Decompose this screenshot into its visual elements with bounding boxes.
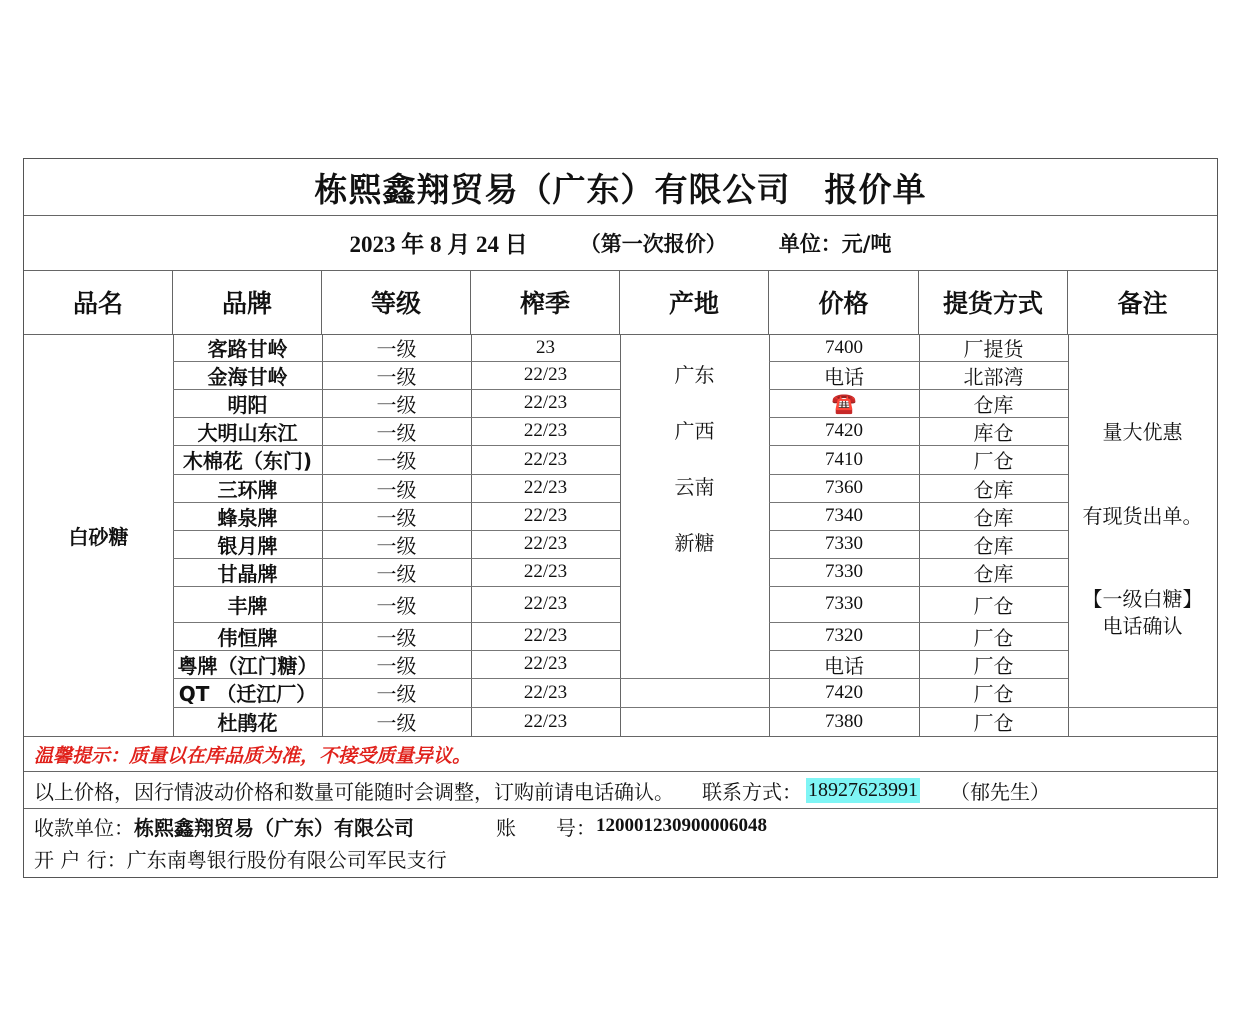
brand-cell: 大明山东江 — [197, 420, 298, 445]
row-divider — [173, 530, 620, 531]
row-divider — [173, 650, 620, 651]
row-divider — [769, 622, 1068, 623]
remark-line: 有现货出单。 — [1082, 504, 1203, 528]
row-divider — [173, 586, 620, 587]
quote-date: 2023 年 8 月 24 日 — [349, 232, 528, 257]
bank-label: 开 户 行： — [34, 847, 127, 872]
grade-cell: 一级 — [376, 505, 417, 530]
price-cell: 7340 — [825, 505, 863, 526]
brand-cell: 蜂泉牌 — [217, 505, 278, 530]
account-number: 120001230900006048 — [596, 815, 767, 836]
price-cell: 7360 — [825, 477, 863, 498]
row-divider — [769, 586, 1068, 587]
col-header-remark: 备注 — [1117, 289, 1168, 318]
season-cell: 22/23 — [523, 681, 568, 703]
remark-line: 【一级白糖】 — [1082, 587, 1203, 611]
pickup-cell: 仓库 — [973, 533, 1014, 558]
price-cell: 电话 — [824, 364, 864, 389]
col-header-origin: 产地 — [620, 270, 769, 334]
row-divider — [769, 417, 1068, 418]
brand-cell: 粤牌（江门糖） — [177, 653, 318, 678]
pickup-cell: 厂仓 — [973, 682, 1014, 706]
price-cell: 7380 — [825, 710, 863, 732]
remark-cell — [1068, 334, 1217, 708]
brand-cell: 银月牌 — [217, 533, 278, 558]
grade-cell: 一级 — [376, 653, 417, 678]
price-cell: 7400 — [825, 336, 863, 358]
col-header-brand: 品牌 — [173, 270, 322, 334]
notice-text: 以上价格，因行情波动价格和数量可能随时会调整，订购前请电话确认。 — [34, 779, 674, 804]
brand-cell: 杜鹃花 — [217, 711, 278, 735]
price-cell: 7410 — [825, 448, 863, 470]
row-divider — [173, 502, 620, 503]
row-divider — [173, 445, 620, 446]
page-title: 栋熙鑫翔贸易（广东）有限公司 报价单 — [24, 159, 1217, 216]
price-cell: 7330 — [825, 533, 863, 554]
price-cell: 7420 — [825, 420, 863, 441]
grade-cell: 一级 — [376, 561, 417, 586]
season-cell: 22/23 — [523, 593, 568, 614]
col-header-season: 榨季 — [471, 270, 620, 334]
season-cell: 22/23 — [523, 561, 568, 582]
payee-name: 栋熙鑫翔贸易（广东）有限公司 — [134, 815, 414, 840]
row-divider — [173, 417, 620, 418]
contact-name: （郁先生） — [950, 779, 1050, 804]
remark-divider — [1068, 707, 1217, 708]
pickup-cell: 仓库 — [973, 477, 1014, 502]
row-divider — [173, 361, 620, 362]
pickup-cell: 仓库 — [973, 561, 1014, 586]
season-cell: 22/23 — [523, 448, 568, 470]
column-divider — [1068, 334, 1069, 736]
brand-cell: 丰牌 — [227, 593, 268, 618]
row-divider — [769, 361, 1068, 362]
quote-unit: 单位：元/吨 — [778, 231, 892, 256]
row-divider — [769, 502, 1068, 503]
pickup-cell: 厂仓 — [973, 625, 1014, 650]
pickup-cell: 厂仓 — [973, 711, 1014, 735]
row-divider — [173, 389, 620, 390]
brand-cell: QT （迁江厂） — [178, 682, 317, 706]
price-cell: ☎️ — [831, 391, 857, 415]
brand-cell: 甘晶牌 — [217, 561, 278, 586]
origin-line: 广西 — [674, 419, 715, 443]
brand-cell: 客路甘岭 — [207, 337, 288, 361]
grade-cell: 一级 — [376, 682, 417, 706]
column-divider — [620, 334, 621, 736]
brand-cell: 三环牌 — [217, 477, 278, 502]
season-cell: 22/23 — [523, 477, 568, 498]
season-cell: 22/23 — [523, 364, 568, 385]
quote-round: （第一次报价） — [579, 231, 727, 256]
col-header-grade: 等级 — [322, 270, 471, 334]
product-name: 白砂糖 — [68, 524, 129, 549]
origin-divider — [620, 678, 769, 679]
grade-cell: 一级 — [376, 420, 417, 445]
price-cell: 7420 — [825, 681, 863, 703]
col-header-price: 价格 — [769, 270, 919, 334]
pickup-cell: 厂仓 — [973, 449, 1014, 473]
grade-cell: 一级 — [376, 593, 417, 618]
row-divider — [769, 530, 1068, 531]
pickup-cell: 厂仓 — [973, 593, 1014, 618]
origin-line: 云南 — [674, 475, 715, 499]
season-cell: 22/23 — [523, 710, 568, 732]
grade-cell: 一级 — [376, 711, 417, 735]
pickup-cell: 仓库 — [973, 505, 1014, 530]
payment-info — [24, 808, 1217, 878]
subtitle-row — [24, 215, 1217, 271]
price-cell: 7320 — [825, 625, 863, 646]
bank-name: 广东南粤银行股份有限公司军民支行 — [126, 847, 447, 872]
remark-line: 量大优惠 — [1102, 420, 1183, 444]
column-divider — [322, 334, 323, 736]
season-cell: 22/23 — [523, 625, 568, 646]
row-divider — [769, 558, 1068, 559]
grade-cell: 一级 — [376, 364, 417, 389]
table-header — [24, 270, 1217, 335]
pickup-cell: 仓库 — [973, 392, 1014, 417]
price-cell: 7330 — [825, 593, 863, 614]
pickup-cell: 厂仓 — [973, 653, 1014, 678]
season-cell: 22/23 — [523, 533, 568, 554]
row-divider — [173, 622, 620, 623]
row-divider — [769, 445, 1068, 446]
row-divider — [769, 678, 1068, 679]
contact-label: 联系方式： — [702, 779, 802, 804]
grade-cell: 一级 — [376, 449, 417, 473]
row-divider — [173, 678, 620, 679]
season-cell: 22/23 — [523, 420, 568, 441]
row-divider — [173, 474, 620, 475]
col-header-name: 品名 — [24, 270, 173, 334]
brand-cell: 木棉花（东门) — [182, 449, 313, 473]
column-divider — [173, 334, 174, 736]
row-divider — [769, 707, 1068, 708]
column-divider — [471, 334, 472, 736]
grade-cell: 一级 — [376, 337, 417, 361]
row-divider — [769, 650, 1068, 651]
origin-cell — [620, 347, 769, 699]
quality-warning: 温馨提示：质量以在库品质为准，不接受质量异议。 — [24, 736, 1217, 771]
account-label: 账 号： — [496, 815, 596, 840]
col-header-pickup: 提货方式 — [919, 270, 1068, 334]
origin-line: 广东 — [674, 363, 715, 387]
season-cell: 23 — [536, 336, 555, 358]
pickup-cell: 厂提货 — [963, 337, 1024, 361]
column-divider — [919, 334, 920, 736]
brand-cell: 伟恒牌 — [217, 625, 278, 650]
remark-line: 电话确认 — [1102, 614, 1183, 638]
price-notice — [24, 771, 1217, 808]
quote-sheet — [23, 158, 1218, 878]
origin-line: 新糖 — [674, 531, 715, 555]
brand-cell: 明阳 — [227, 392, 268, 417]
grade-cell: 一级 — [376, 477, 417, 502]
brand-cell: 金海甘岭 — [207, 364, 288, 389]
pickup-cell: 库仓 — [973, 420, 1014, 445]
row-divider — [769, 474, 1068, 475]
price-cell: 电话 — [824, 653, 864, 678]
row-divider — [173, 707, 620, 708]
season-cell: 22/23 — [523, 653, 568, 674]
payee-label: 收款单位： — [34, 815, 134, 840]
origin-divider — [620, 707, 769, 708]
grade-cell: 一级 — [376, 392, 417, 417]
row-divider — [173, 558, 620, 559]
pickup-cell: 北部湾 — [963, 364, 1024, 389]
contact-phone[interactable]: 18927623991 — [808, 778, 918, 801]
column-divider — [769, 334, 770, 736]
grade-cell: 一级 — [376, 533, 417, 558]
price-cell: 7330 — [825, 561, 863, 582]
product-name-cell — [24, 334, 173, 736]
season-cell: 22/23 — [523, 505, 568, 526]
grade-cell: 一级 — [376, 625, 417, 650]
season-cell: 22/23 — [523, 392, 568, 413]
row-divider — [769, 389, 1068, 390]
